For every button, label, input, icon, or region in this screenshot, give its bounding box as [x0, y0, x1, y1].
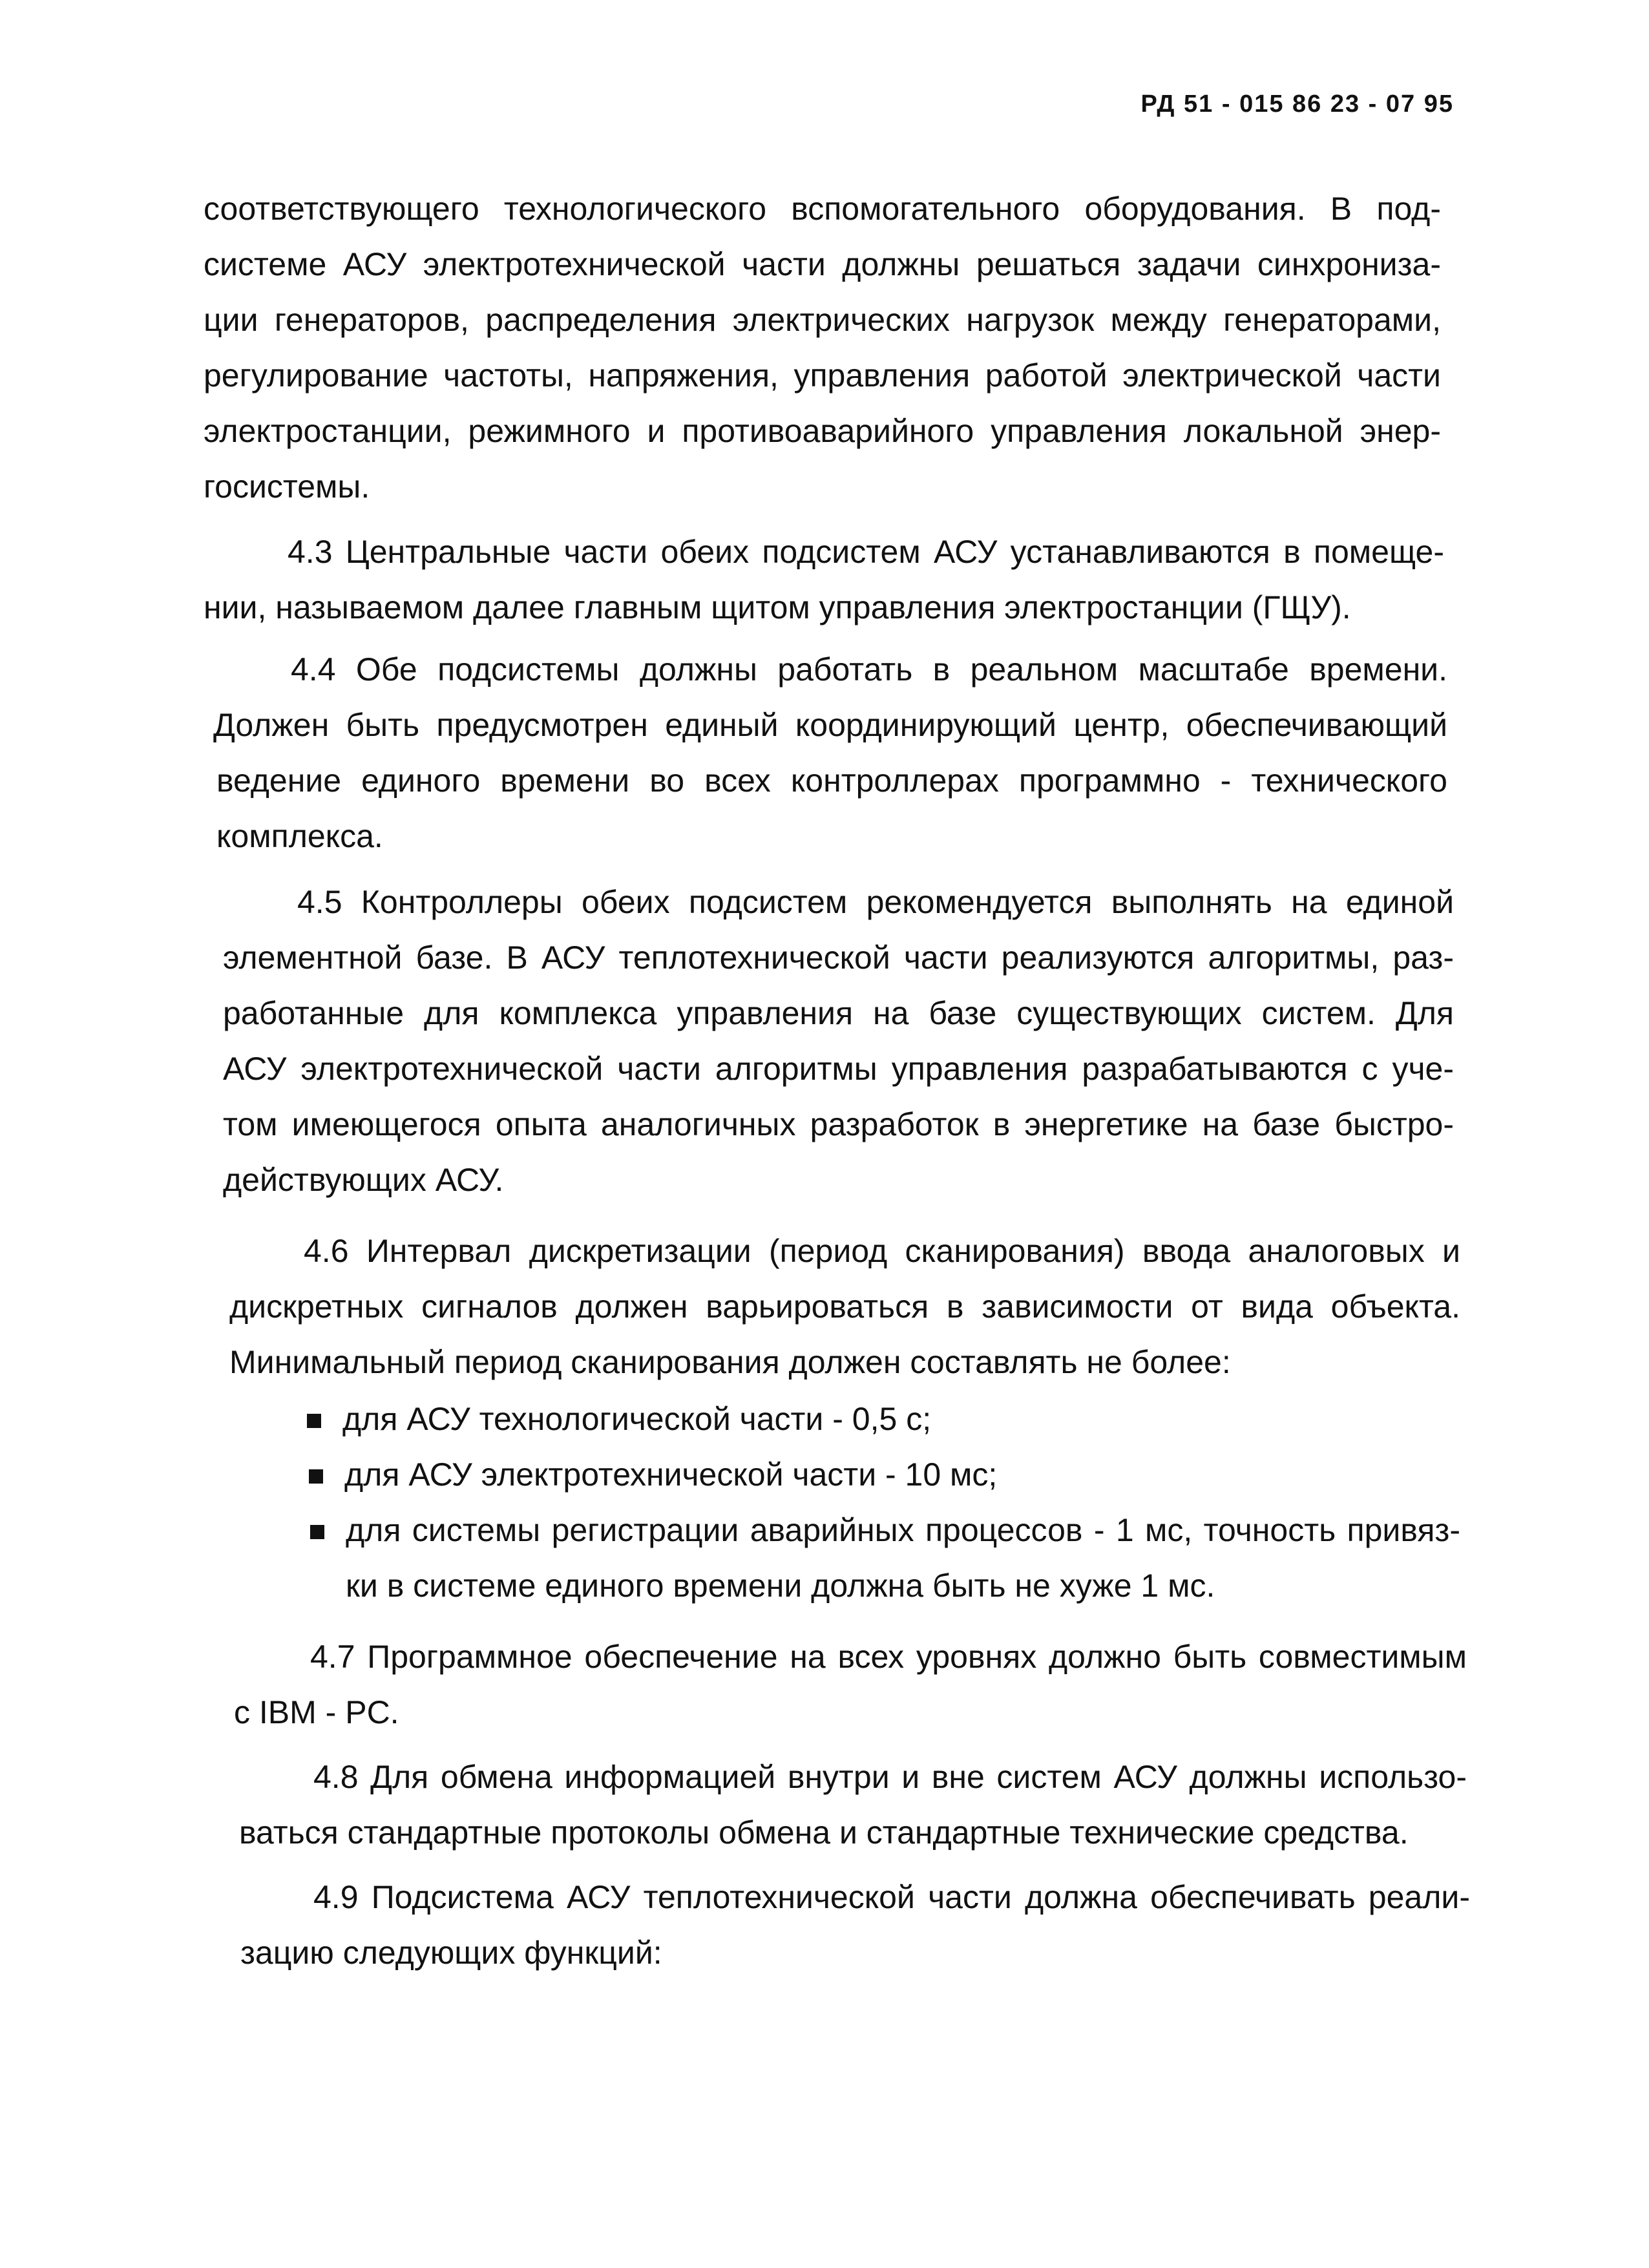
paragraph-4-4: 4.4 Обе подсистемы должны работать в реальном масштабе времени. [291, 651, 1447, 688]
bullet-square-icon [310, 1525, 324, 1539]
document-code: РД 51 - 015 86 23 - 07 95 [1140, 90, 1454, 118]
paragraph-4-8: 4.8 Для обмена информацией внутри и вне систем АСУ должны использо- [313, 1759, 1467, 1795]
text-line: регулирование частоты, напряжения, управления работой электрической части [204, 357, 1441, 394]
text-line: соответствующего технологического вспомогательного оборудования. В под- [204, 191, 1441, 227]
list-item: для АСУ электротехнической части - 10 мс; [344, 1456, 998, 1493]
bullet-square-icon [309, 1469, 323, 1484]
paragraph-4-9: 4.9 Подсистема АСУ теплотехнической части должна обеспечивать реали- [313, 1879, 1470, 1915]
text-line: с IBM - PC. [234, 1694, 399, 1730]
text-line: системе АСУ электротехнической части должны решаться задачи синхрониза- [204, 246, 1441, 282]
text-line: работанные для комплекса управления на базе существующих систем. Для [223, 995, 1454, 1031]
text-line: ваться стандартные протоколы обмена и стандартные технические средства. [239, 1814, 1409, 1851]
text-line: Минимальный период сканирования должен составлять не более: [229, 1344, 1231, 1380]
paragraph-4-3: 4.3 Центральные части обеих подсистем АСУ устанавливаются в помеще- [288, 534, 1444, 570]
text-line: ции генераторов, распределения электрических нагрузок между генераторами, [204, 302, 1441, 338]
text-line: электростанции, режимного и противоаварийного управления локальной энер- [204, 413, 1441, 449]
text-line: нии, называемом далее главным щитом управления электростанции (ГЩУ). [204, 589, 1351, 625]
text-line: АСУ электротехнической части алгоритмы управления разрабатываются с уче- [223, 1051, 1454, 1087]
text-line: дискретных сигналов должен варьироваться в зависимости от вида объекта. [229, 1288, 1460, 1325]
list-item: для системы регистрации аварийных процессов - 1 мс, точность привяз- [346, 1512, 1460, 1548]
text-line: элементной базе. В АСУ теплотехнической части реализуются алгоритмы, раз- [223, 940, 1454, 976]
list-item: для АСУ технологической части - 0,5 с; [342, 1401, 932, 1437]
list-item-continuation: ки в системе единого времени должна быть не хуже 1 мс. [346, 1568, 1215, 1604]
text-line: том имеющегося опыта аналогичных разработок в энергетике на базе быстро- [223, 1106, 1454, 1142]
text-line: комплекса. [216, 818, 383, 854]
bullet-square-icon [307, 1414, 321, 1428]
text-line: действующих АСУ. [223, 1162, 504, 1198]
paragraph-4-5: 4.5 Контроллеры обеих подсистем рекомендуется выполнять на единой [297, 884, 1454, 920]
paragraph-4-7: 4.7 Программное обеспечение на всех уровнях должно быть совместимым [310, 1639, 1467, 1675]
text-line: ведение единого времени во всех контроллерах программно - технического [216, 762, 1447, 799]
text-line: госистемы. [204, 468, 370, 505]
paragraph-4-6: 4.6 Интервал дискретизации (период сканирования) ввода аналоговых и [304, 1233, 1460, 1269]
text-line: Должен быть предусмотрен единый координирующий центр, обеспечивающий [213, 707, 1447, 743]
text-line: зацию следующих функций: [240, 1935, 662, 1971]
